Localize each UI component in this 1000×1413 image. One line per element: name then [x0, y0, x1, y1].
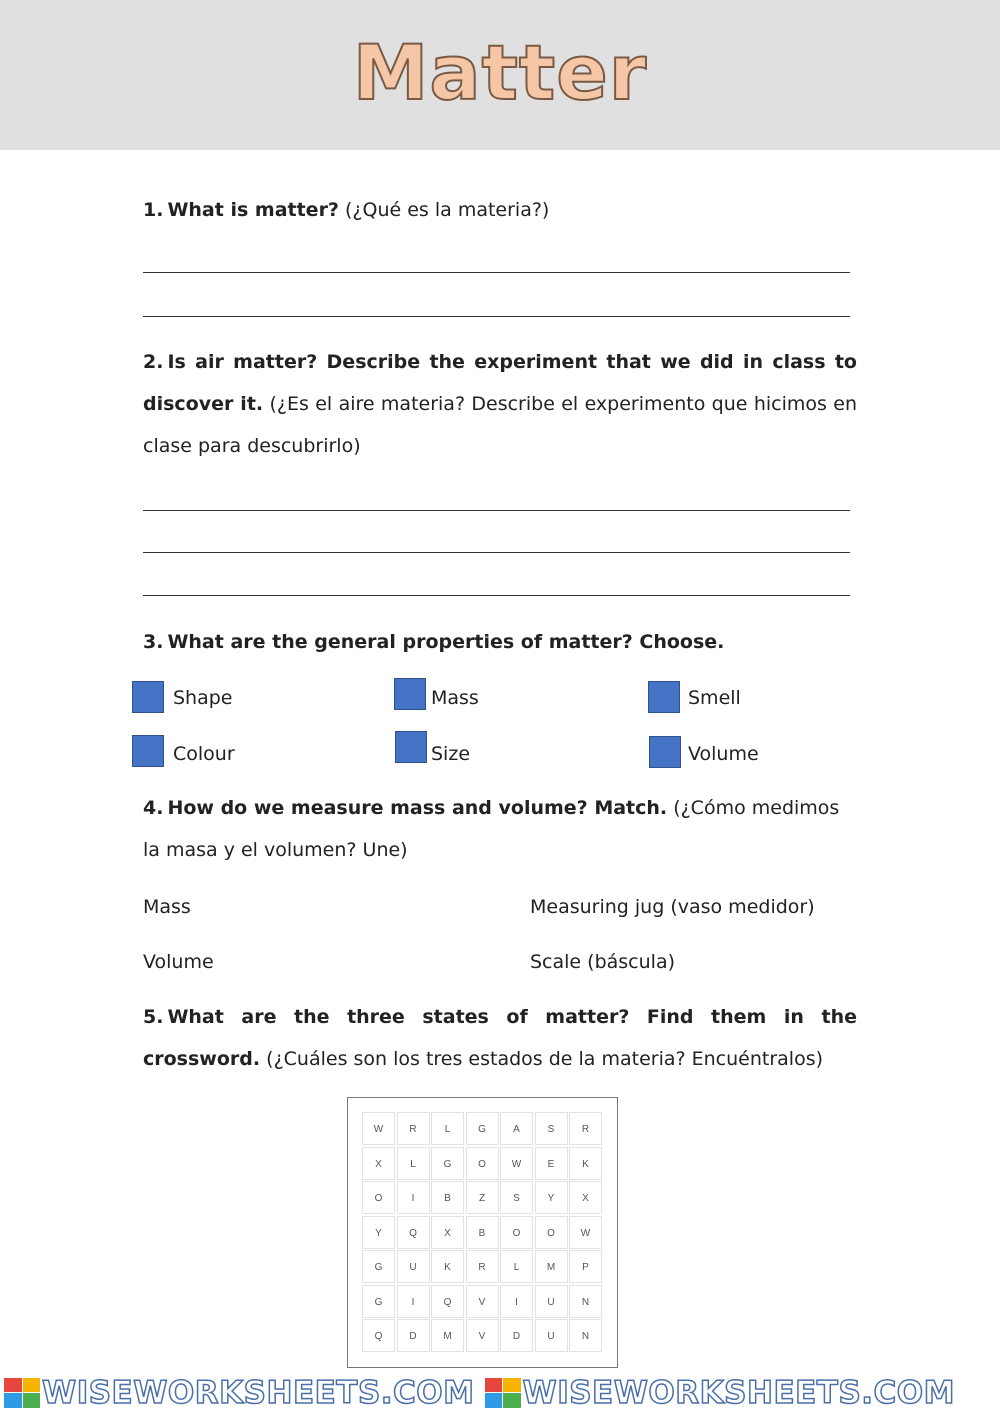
checkbox-volume[interactable]	[649, 736, 681, 768]
question-5-translation: (¿Cuáles son los tres estados de la materia? Encuéntralos)	[266, 1048, 824, 1070]
checkbox-mass[interactable]	[394, 678, 426, 710]
word-search-cell[interactable]: R	[569, 1112, 602, 1145]
answer-line-1b[interactable]	[143, 316, 850, 317]
word-search-cell[interactable]: S	[500, 1181, 533, 1214]
brand-logo-icon	[4, 1378, 40, 1408]
logo2-square-3	[485, 1393, 503, 1408]
word-search-cell[interactable]: W	[362, 1112, 395, 1145]
match-right-measuring-jug[interactable]: Measuring jug (vaso medidor)	[530, 896, 815, 918]
word-search-cell[interactable]: G	[431, 1147, 464, 1180]
word-search-cell[interactable]: Y	[535, 1181, 568, 1214]
word-search-cell[interactable]: A	[500, 1112, 533, 1145]
answer-line-1a[interactable]	[143, 272, 850, 273]
word-search-cell[interactable]: U	[535, 1285, 568, 1318]
checkbox-colour[interactable]	[132, 735, 164, 767]
word-search-cell[interactable]: M	[535, 1250, 568, 1283]
page-title: Matter	[352, 28, 648, 117]
word-search-cell[interactable]: X	[431, 1216, 464, 1249]
word-search-cell[interactable]: E	[535, 1147, 568, 1180]
brand-logo-icon-2	[485, 1378, 521, 1408]
word-search-cell[interactable]: M	[431, 1319, 464, 1352]
question-1-number: 1.	[143, 199, 164, 221]
word-search-cell[interactable]: I	[397, 1181, 430, 1214]
word-search-cell[interactable]: S	[535, 1112, 568, 1145]
word-search-cell[interactable]: Y	[362, 1216, 395, 1249]
match-right-scale[interactable]: Scale (báscula)	[530, 951, 675, 973]
option-shape-label: Shape	[173, 687, 233, 709]
question-4-translation: (¿Cómo medimos la masa y el volumen? Une)	[143, 797, 840, 861]
question-4	[143, 787, 857, 871]
word-search-cell[interactable]: O	[362, 1181, 395, 1214]
brand-name-2[interactable]: WISEWORKSHEETS.COM	[522, 1374, 955, 1411]
word-search-cell[interactable]: N	[569, 1319, 602, 1352]
question-2-text: Is air matter? Describe the experiment that we did in class to discover it.	[143, 351, 857, 415]
word-search-cell[interactable]: O	[500, 1216, 533, 1249]
word-search-cell[interactable]: U	[535, 1319, 568, 1352]
word-search-cell[interactable]: W	[569, 1216, 602, 1249]
brand-name[interactable]: WISEWORKSHEETS.COM	[42, 1374, 475, 1411]
word-search-cell[interactable]: W	[500, 1147, 533, 1180]
logo2-square-1	[485, 1378, 503, 1393]
question-5-number: 5.	[143, 1006, 164, 1028]
word-search-cell[interactable]: G	[466, 1112, 499, 1145]
question-3-number: 3.	[143, 631, 164, 653]
option-mass-label: Mass	[431, 687, 479, 709]
word-search-cell[interactable]: I	[500, 1285, 533, 1318]
question-5-text: What are the three states of matter? Find them in the crossword.	[143, 1006, 857, 1070]
word-search-cell[interactable]: Q	[431, 1285, 464, 1318]
word-search-cell[interactable]: K	[431, 1250, 464, 1283]
word-search-cell[interactable]: L	[431, 1112, 464, 1145]
question-1	[143, 189, 857, 231]
word-search-cell[interactable]: Q	[362, 1319, 395, 1352]
question-2-number: 2.	[143, 351, 164, 373]
word-search-cell[interactable]: V	[466, 1285, 499, 1318]
word-search-cell[interactable]: D	[397, 1319, 430, 1352]
logo2-square-2	[503, 1378, 521, 1393]
word-search-cell[interactable]: Z	[466, 1181, 499, 1214]
answer-line-2b[interactable]	[143, 552, 850, 553]
word-search-grid	[362, 1112, 602, 1352]
word-search-cell[interactable]: P	[569, 1250, 602, 1283]
option-size-label: Size	[431, 743, 471, 765]
answer-line-2a[interactable]	[143, 510, 850, 511]
question-4-text: How do we measure mass and volume? Match.	[167, 797, 668, 819]
word-search-puzzle	[347, 1097, 618, 1368]
logo-square-2	[23, 1378, 41, 1393]
match-left-mass[interactable]: Mass	[143, 896, 191, 918]
word-search-cell[interactable]: K	[569, 1147, 602, 1180]
word-search-cell[interactable]: R	[397, 1112, 430, 1145]
word-search-cell[interactable]: O	[466, 1147, 499, 1180]
word-search-cell[interactable]: N	[569, 1285, 602, 1318]
question-2-translation: (¿Es el aire materia? Describe el experimento que hicimos en clase para descubrirlo)	[143, 393, 857, 457]
logo-square-3	[4, 1393, 22, 1408]
question-3-text: What are the general properties of matter? Choose.	[167, 631, 725, 653]
word-search-cell[interactable]: L	[500, 1250, 533, 1283]
word-search-cell[interactable]: U	[397, 1250, 430, 1283]
logo2-square-4	[503, 1393, 521, 1408]
answer-line-2c[interactable]	[143, 595, 850, 596]
checkbox-shape[interactable]	[132, 681, 164, 713]
word-search-cell[interactable]: G	[362, 1285, 395, 1318]
word-search-cell[interactable]: R	[466, 1250, 499, 1283]
word-search-cell[interactable]: V	[466, 1319, 499, 1352]
footer-brand-strip	[0, 1372, 1000, 1413]
option-smell-label: Smell	[688, 687, 741, 709]
word-search-cell[interactable]: B	[431, 1181, 464, 1214]
word-search-cell[interactable]: O	[535, 1216, 568, 1249]
match-left-volume[interactable]: Volume	[143, 951, 214, 973]
word-search-cell[interactable]: L	[397, 1147, 430, 1180]
word-search-cell[interactable]: Q	[397, 1216, 430, 1249]
word-search-cell[interactable]: I	[397, 1285, 430, 1318]
question-1-translation: (¿Qué es la materia?)	[345, 199, 550, 221]
word-search-cell[interactable]: G	[362, 1250, 395, 1283]
logo-square-1	[4, 1378, 22, 1393]
option-colour-label: Colour	[173, 743, 235, 765]
word-search-cell[interactable]: B	[466, 1216, 499, 1249]
word-search-cell[interactable]: X	[569, 1181, 602, 1214]
checkbox-smell[interactable]	[648, 681, 680, 713]
question-3	[143, 621, 857, 663]
logo-square-4	[23, 1393, 41, 1408]
word-search-cell[interactable]: D	[500, 1319, 533, 1352]
question-2	[143, 341, 857, 467]
question-1-text: What is matter?	[167, 199, 339, 221]
checkbox-size[interactable]	[395, 731, 427, 763]
question-4-number: 4.	[143, 797, 164, 819]
option-volume-label: Volume	[688, 743, 759, 765]
word-search-cell[interactable]: X	[362, 1147, 395, 1180]
question-5	[143, 996, 857, 1080]
